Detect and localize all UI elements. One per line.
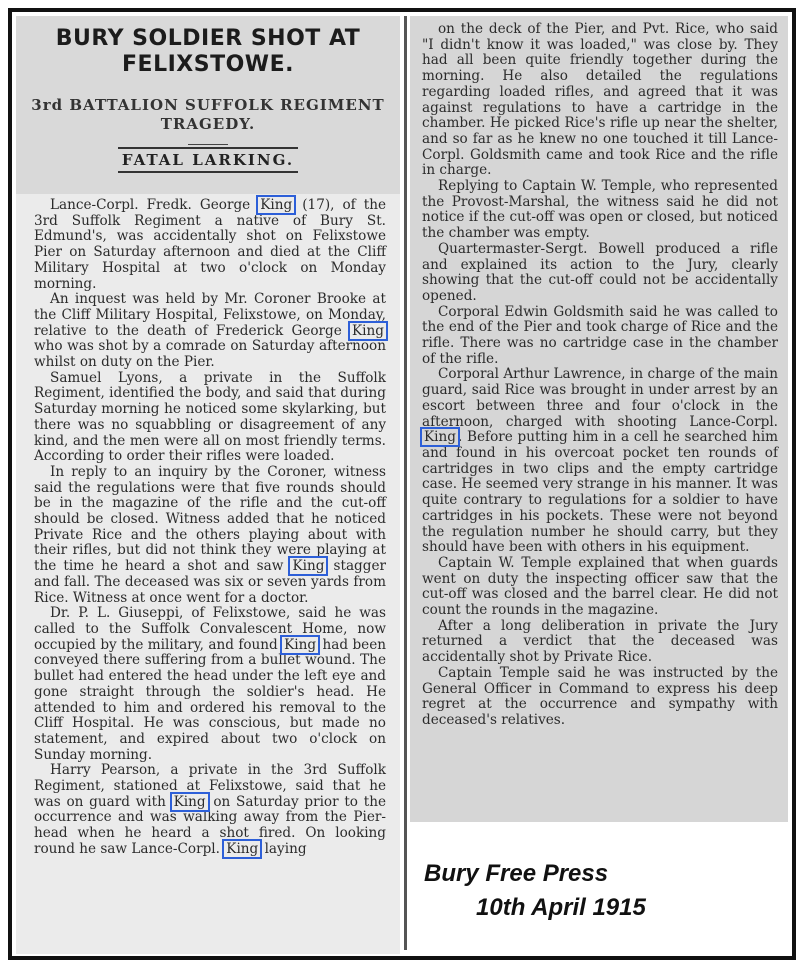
caption-date: 10th April 1915 [476, 894, 646, 921]
paragraph [422, 556, 778, 619]
paragraph-text: stagger and fall. The deceased was six or seven yards from Rice. Witness at once went for a doctor. [34, 558, 386, 606]
left-column [16, 16, 400, 950]
highlighted-name: King [424, 429, 456, 446]
left-article-body [16, 194, 400, 954]
paragraph-text: on Saturday prior to the occurrence and was walking away from the Pier-head when he heard a shot fired. On looking round he saw Lance-Corpl. [34, 793, 386, 857]
paragraph-text: had been conveyed there suffering from a bullet wound. The bullet had entered the head under the left eye and gone straight through the soldier's head. He attended to him and ordered his removal to the Cliff Hospital. He was conscious, but made no statement, and expired about two o'clock on Sunday morning. [34, 636, 386, 763]
column-divider [404, 16, 407, 950]
paragraph [34, 606, 386, 763]
paragraph [34, 198, 386, 292]
highlighted-name: King [226, 840, 259, 857]
headline: BURY SOLDIER SHOT AT FELIXSTOWE. [55, 26, 361, 77]
paragraph [34, 371, 386, 465]
clipping-frame [8, 8, 796, 960]
right-column [410, 16, 788, 822]
paragraph [422, 179, 778, 242]
paragraph-text: Quartermaster-Sergt. Bowell produced a rifle and explained its action to the Jury, clearly showing that the cut-off could not be accidentally opened. [422, 240, 778, 304]
paragraph-text: Replying to Captain W. Temple, who represented the Provost-Marshal, the witness said he did not notice if the cut-off was open or closed, but noticed the chamber was empty. [422, 178, 778, 242]
paragraph-text: Lance-Corpl. Fredk. George [50, 197, 259, 213]
highlighted-name: King [173, 793, 206, 810]
paragraph-text: Corporal Arthur Lawrence, in charge of the main guard, said Rice was brought in under arrest by an escort between three and four o'clock in the afternoon, charged with shooting Lance-Corpl. [422, 366, 778, 430]
paragraph-text: Harry Pearson, a private in the 3rd Suffolk Regiment, stationed at Felixstowe, said that he was on guard with [34, 762, 386, 810]
paragraph-text: Captain W. Temple explained that when guards went on duty the inspecting officer saw that the cut-off was closed and the barrel clear. He did not count the rounds in the magazine. [422, 554, 778, 619]
paragraph [422, 305, 778, 368]
paragraph-text: An inquest was held by Mr. Coroner Brooke at the Cliff Military Hospital, Felixstowe, on Monday, relative to the death of Frederick George [34, 291, 386, 339]
paragraph-text: Dr. P. L. Giuseppi, of Felixstowe, said he was called to the Suffolk Convalescent Home, now occupied by the military, and found [34, 605, 386, 653]
paragraph-text: In reply to an inquiry by the Coroner, witness said the regulations were that five rounds should be in the magazine of the rifle and the cut-off should be closed. Witness added that he noticed Private Rice and the others playing about with their rifles, but did not think they were playing at the time he heard a shot and saw [34, 463, 386, 575]
paragraph-text: Corporal Edwin Goldsmith said he was called to the end of the Pier and took charge of Rice and the rifle. There was no cartridge case in the chamber of the rifle. [422, 303, 778, 367]
highlighted-name: King [284, 636, 317, 653]
paragraph [422, 367, 778, 555]
highlighted-name: King [260, 197, 293, 213]
highlighted-name: King [352, 322, 384, 339]
paragraph [34, 465, 386, 606]
paragraph [422, 666, 778, 729]
paragraph-text: Captain Temple said he was instructed by the General Officer in Command to express his deep regret at the occurrence and sympathy with deceased's relatives. [422, 664, 778, 728]
paragraph-text: laying [260, 840, 307, 857]
paragraph-text: Samuel Lyons, a private in the Suffolk Regiment, identified the body, and said that during Saturday morning he noticed some skylarking, but there was no squabbling or disagreement of any kind, and the men were all on most friendly terms. According to order their rifles were loaded. [34, 369, 386, 465]
rule [188, 144, 228, 145]
paragraph [34, 292, 386, 371]
paragraph-text: who was shot by a comrade on Saturday afternoon whilst on duty on the Pier. [34, 338, 386, 371]
subsubhead: FATAL LARKING. [16, 151, 400, 169]
paragraph [422, 619, 778, 666]
right-article-body [410, 22, 788, 729]
paragraph-text: on the deck of the Pier, and Pvt. Rice, who said "I didn't know it was loaded," was close by. They had all been quite friendly together during the morning. He also detailed the regulations regarding loaded rifles, and agreed that it was against regulations to have a cartridge in the chamber. He picked Rice's rifle up near the shelter, and so far as he knew no one touched it till Lance-Corpl. Goldsmith came and took Rice and the rifle in charge. [422, 21, 778, 179]
paragraph [422, 22, 778, 179]
paragraph [34, 763, 386, 857]
paragraph-text: (17), of the 3rd Suffolk Regiment a native of Bury St. Edmund's, was accidentally shot on Felixstowe Pier on Saturday afternoon and died at the Cliff Military Hospital at two o'clock on Monday morning. [34, 197, 387, 292]
caption-publication: Bury Free Press [424, 860, 609, 887]
paragraph-text: . Before putting him in a cell he searched him and found in his overcoat pocket ten rounds of cartridges in two clips and the empty cartridge case. He seemed very strange in his manner. It was quite contrary to regulations for a soldier to have cartridges in his pockets. These were not beyond the regulation number he should carry, but they should have been with others in his equipment. [422, 429, 778, 556]
highlighted-name: King [292, 558, 325, 575]
subhead: 3rd BATTALION SUFFOLK REGIMENT TRAGEDY. [31, 96, 385, 133]
paragraph [422, 242, 778, 305]
source-caption [424, 860, 646, 922]
paragraph-text: After a long deliberation in private the Jury returned a verdict that the deceased was accidentally shot by Private Rice. [422, 617, 778, 666]
